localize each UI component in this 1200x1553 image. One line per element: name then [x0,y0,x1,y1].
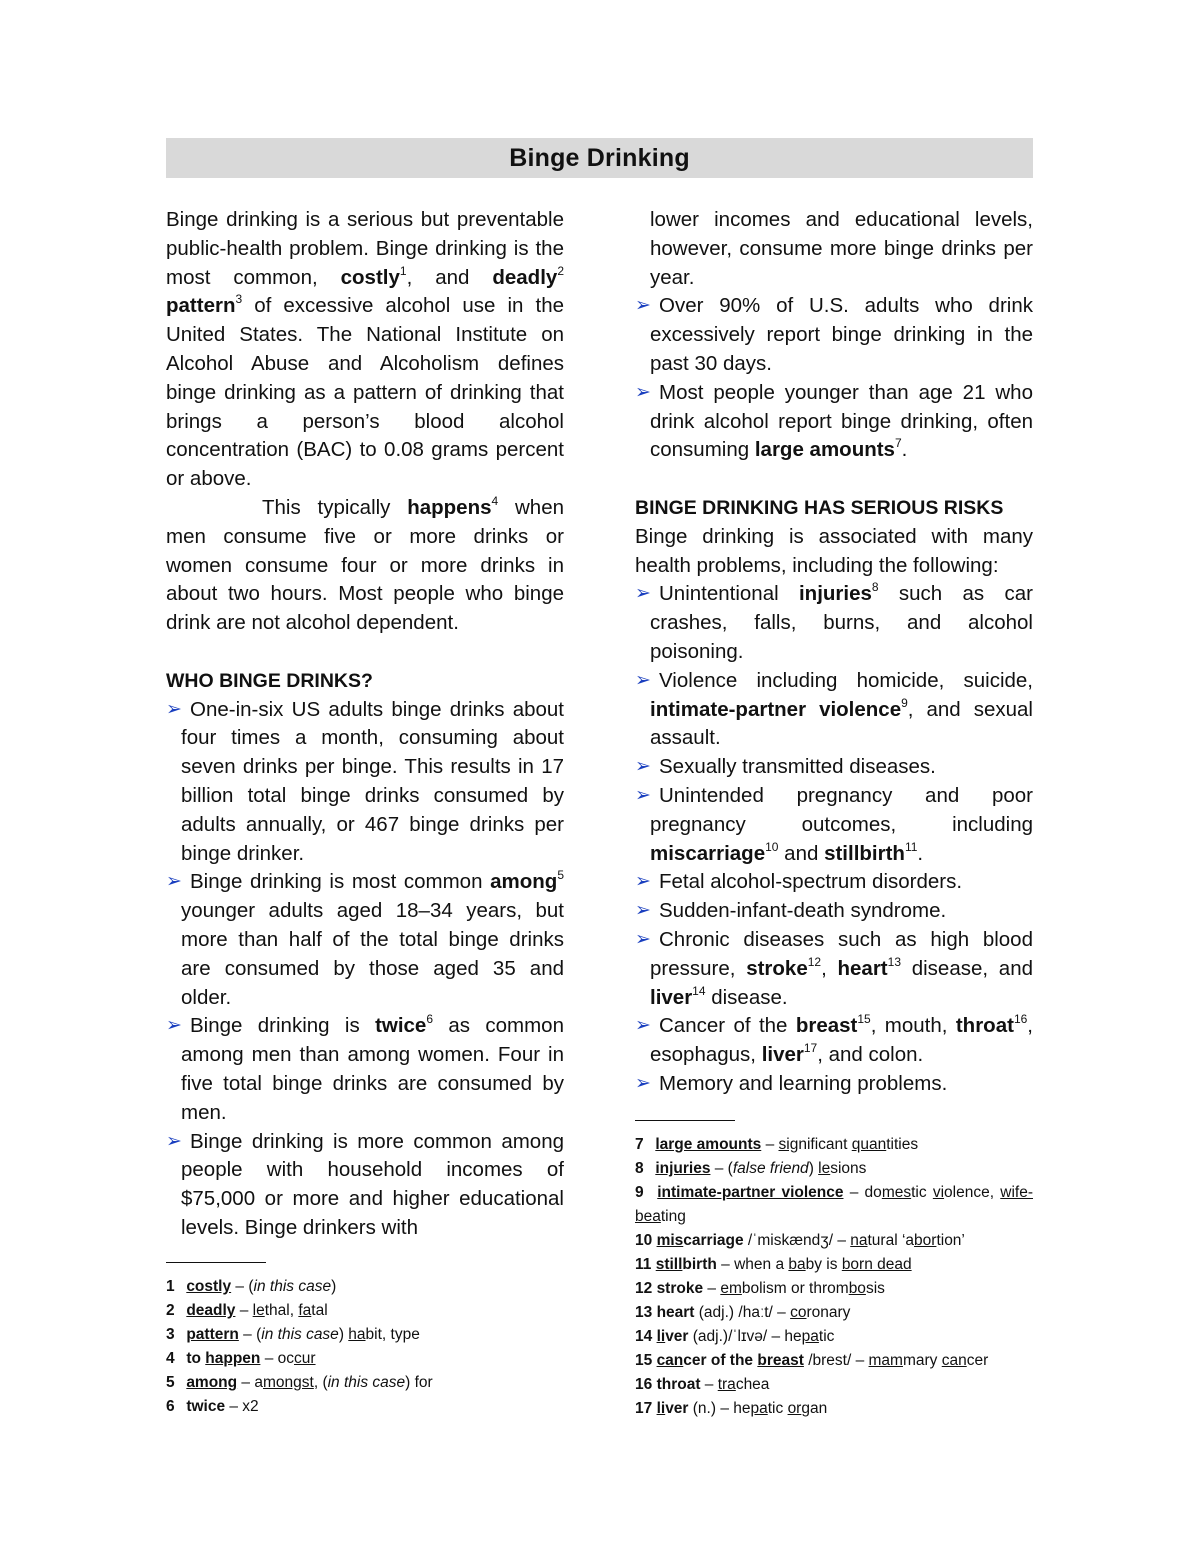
list-item [635,667,1033,753]
footnote-ref: 7 [894,436,902,451]
footnote-number: 7 [635,1136,644,1153]
key-term: throat [955,1014,1014,1038]
list-item [166,696,564,869]
key-term: happens [407,495,492,519]
footnote [635,1181,1033,1229]
left-column [166,206,564,1243]
footnote-text: heart (adj.) /haːt/ – coronary [656,1304,851,1321]
footnote-ref: 2 [557,263,564,278]
key-term: twice [375,1014,427,1038]
key-term: among [490,870,558,894]
list-item [635,897,1033,926]
footnote-text: pattern – (in this case) habit, type [186,1326,420,1343]
footnote [166,1299,564,1323]
arrowhead-bullet-icon: ➢ [166,1130,182,1152]
footnote-number: 16 [635,1376,653,1393]
footnote-number: 15 [635,1352,653,1369]
footnote-text: twice – x2 [186,1398,259,1415]
list-item-text: Binge drinking is most common among$^5$ younger adults aged 18–34 years, but more than half of the total binge drinks are consumed by those aged 35 and older. [181,868,564,1009]
footnote-ref: 5 [557,868,564,883]
footnote-text: liver (n.) – hepatic organ [656,1400,828,1417]
footnote-text: stillbirth – when a baby is born dead [655,1256,912,1273]
footnote [635,1325,1033,1349]
page-title: Binge Drinking [509,143,690,172]
footnote [635,1133,1033,1157]
key-term: stillbirth [824,841,905,865]
list-item [635,580,1033,666]
section-heading-who: WHO BINGE DRINKS? [166,669,373,692]
footnote-text: throat – trachea [656,1376,770,1393]
list-item-text: Sexually transmitted diseases. [659,755,936,779]
footnote-text: cancer of the breast /brest/ – mammary cancer [656,1352,989,1369]
list-item-text: One-in-six US adults binge drinks about four times a month, consuming about seven drinks per binge. This results in 17 billion total binge drinks consumed by adults annually, or 467 binge drinks per binge drinker. [181,697,564,865]
footnote [166,1347,564,1371]
footnote-text: among – amongst, (in this case) for [186,1374,433,1391]
arrowhead-bullet-icon: ➢ [635,871,651,893]
list-item-text: Memory and learning problems. [659,1071,948,1095]
list-item [635,1012,1033,1070]
footnote-number: 8 [635,1160,644,1177]
arrowhead-bullet-icon: ➢ [635,900,651,922]
footnote-number: 9 [635,1184,644,1201]
left-footnotes [166,1262,564,1419]
footnote [635,1157,1033,1181]
list-item-text: Unintentional injuries$^8$ such as car crashes, falls, burns, and alcohol poisoning. [650,580,1033,663]
footnote-ref: 4 [491,493,499,508]
who-binge-list [166,696,564,1243]
arrowhead-bullet-icon: ➢ [635,928,651,950]
list-item-text: Sudden-infant-death syndrome. [659,899,947,923]
arrowhead-bullet-icon: ➢ [635,583,651,605]
footnote-ref: 16 [1013,1012,1028,1027]
footnote-ref: 13 [887,954,901,969]
footnote [635,1253,1033,1277]
footnote [635,1397,1033,1421]
list-item-text: Chronic diseases such as high blood pressure, stroke$^{12}$, heart$^{13}$ disease, and liver$^{14}$ disease. [650,927,1033,1009]
footnote-divider [635,1120,735,1121]
key-term: large amounts [754,438,895,462]
arrowhead-bullet-icon: ➢ [635,784,651,806]
arrowhead-bullet-icon: ➢ [635,381,651,403]
list-item [166,1128,564,1243]
list-item-text: Violence including homicide, suicide, intimate-partner violence$^9$, and sexual assault. [650,668,1033,750]
list-item [635,926,1033,1012]
footnote-number: 2 [166,1302,175,1319]
footnote [635,1373,1033,1397]
footnote-ref: 15 [857,1012,871,1027]
footnote [166,1395,564,1419]
footnote-ref: 12 [807,954,822,969]
footnote-number: 1 [166,1278,175,1295]
key-term: deadly [492,265,558,289]
list-item-text: Binge drinking is twice$^6$ as common among men than among women. Four in five total binge drinks are consumed by men. [181,1012,564,1124]
arrowhead-bullet-icon: ➢ [166,871,182,893]
footnote [166,1371,564,1395]
key-term: costly [340,265,400,289]
footnote-number: 11 [635,1256,652,1273]
key-term: miscarriage [650,841,766,865]
footnote-number: 5 [166,1374,175,1391]
footnote-text: liver (adj.)/ˈlɪvə/ – hepatic [656,1328,835,1345]
arrowhead-bullet-icon: ➢ [635,1072,651,1094]
arrowhead-bullet-icon: ➢ [166,1015,182,1037]
list-item [635,782,1033,868]
footnote-ref: 14 [692,983,706,998]
footnote-number: 14 [635,1328,653,1345]
footnote-ref: 1 [399,263,407,278]
footnote-text: stroke – embolism or thrombosis [656,1280,885,1297]
list-item [635,1070,1033,1099]
footnote-ref: 8 [871,580,879,595]
list-item [635,292,1033,378]
key-term: injuries [798,582,872,606]
footnote [635,1301,1033,1325]
footnote [166,1275,564,1299]
key-term: intimate-partner violence [650,697,902,721]
footnote-number: 17 [635,1400,653,1417]
footnote-text: costly – (in this case) [186,1278,337,1295]
key-term: stroke [746,956,808,980]
list-item [635,868,1033,897]
list-item-text: Most people younger than age 21 who drink alcohol report binge drinking, often consuming large amounts$^7$. [650,380,1033,462]
footnote-number: 6 [166,1398,175,1415]
key-term: liver [650,985,693,1009]
list-item-text: Unintended pregnancy and poor pregnancy outcomes, including miscarriage$^{10}$ and stillbirth$^{11}$. [650,783,1033,865]
footnote-ref: 11 [904,839,918,854]
title-bar [166,138,1033,178]
footnote-number: 10 [635,1232,653,1249]
footnote-number: 3 [166,1326,175,1343]
list-item [635,753,1033,782]
footnote-text: miscarriage /ˈmiskændʒ/ – natural ‘abortion’ [656,1232,965,1249]
intro-paragraph-2: This typically happens$^4$ when men consume five or more drinks or women consume four or more drinks in about two hours. Most people who binge drink are not alcohol dependent. [166,493,564,635]
footnote-ref: 17 [803,1041,818,1056]
right-column [635,206,1033,1099]
footnote-ref: 6 [426,1012,434,1027]
arrowhead-bullet-icon: ➢ [166,698,182,720]
prevalence-list [635,292,1033,465]
footnote-text: deadly – lethal, fatal [186,1302,328,1319]
arrowhead-bullet-icon: ➢ [635,669,651,691]
arrowhead-bullet-icon: ➢ [635,295,651,317]
list-item-text: Cancer of the breast$^{15}$, mouth, throat$^{16}$, esophagus, liver$^{17}$, and colon. [650,1012,1033,1067]
list-item [166,1012,564,1127]
footnote [166,1323,564,1347]
continued-text: lower incomes and educational levels, however, consume more binge drinks per year. [650,208,1033,289]
footnote-text: to happen – occur [186,1350,316,1367]
footnote-ref: 10 [765,839,779,854]
key-term: pattern [166,294,236,318]
list-item-text: Fetal alcohol-spectrum disorders. [659,870,963,894]
footnote-text: intimate-partner violence – domestic violence, wife-beating [635,1184,1033,1225]
footnote-ref: 9 [901,695,908,710]
footnote-number: 13 [635,1304,653,1321]
key-term: heart [837,956,888,980]
footnote-text: injuries – (false friend) lesions [655,1160,867,1177]
footnote [635,1229,1033,1253]
section-heading-risks: BINGE DRINKING HAS SERIOUS RISKS [635,496,1004,519]
list-item-text: Binge drinking is more common among people with household incomes of $75,000 or more and higher educational levels. Binge drinkers with [181,1129,564,1239]
risks-list [635,580,1033,1098]
key-term: breast [795,1014,858,1038]
list-item [635,379,1033,465]
list-item [166,868,564,1012]
arrowhead-bullet-icon: ➢ [635,1015,651,1037]
arrowhead-bullet-icon: ➢ [635,756,651,778]
intro-paragraph-1: Binge drinking is a serious but preventable public-health problem. Binge drinking is the most common, costly$^1$, and deadly$^2$ pattern$^3$ of excessive alcohol use in the United States. The National Institute on Alcohol Abuse and Alcoholism defines binge drinking as a pattern of drinking that brings a person’s blood alcohol concentration (BAC) to 0.08 grams percent or above. [166,208,564,491]
list-item-text: Over 90% of U.S. adults who drink excessively report binge drinking in the past 30 days. [650,294,1033,375]
risks-intro: Binge drinking is associated with many health problems, including the following: [635,524,1033,577]
footnote-number: 4 [166,1350,175,1367]
footnote-number: 12 [635,1280,653,1297]
footnote-text: large amounts – significant quantities [655,1136,919,1153]
footnote-divider [166,1262,266,1263]
right-footnotes [635,1120,1033,1421]
footnote-ref: 3 [235,292,243,307]
key-term: liver [761,1043,804,1067]
footnote [635,1277,1033,1301]
footnote [635,1349,1033,1373]
